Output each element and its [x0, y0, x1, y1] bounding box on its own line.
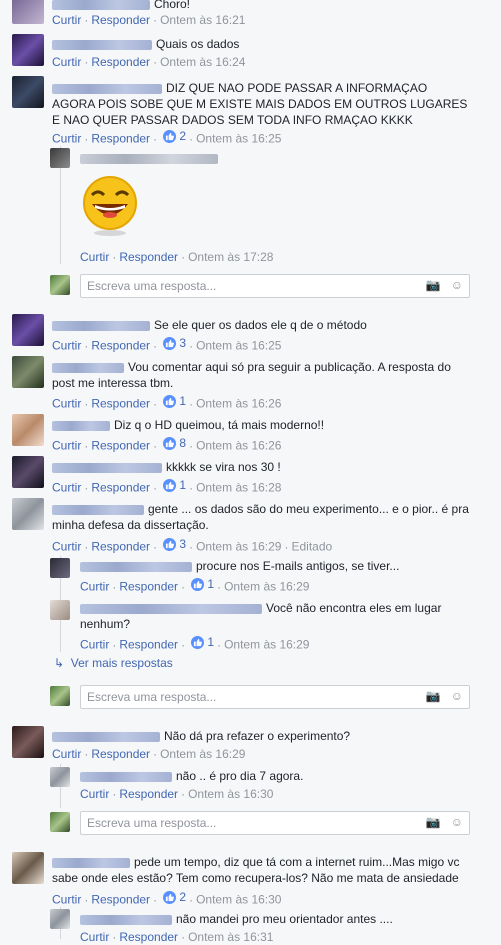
like-count[interactable]: 3: [163, 536, 186, 552]
avatar[interactable]: [50, 148, 70, 168]
like-count[interactable]: 3: [163, 335, 186, 351]
reply-button[interactable]: Responder: [119, 787, 179, 801]
comment-actions: Curtir · Responder · Ontem às 16:30: [80, 787, 274, 801]
reply-button[interactable]: Responder: [91, 55, 151, 69]
view-more-replies[interactable]: ↳ Ver mais respostas: [54, 656, 173, 670]
emoji-icon[interactable]: ☺: [450, 689, 463, 703]
reply-button[interactable]: Responder: [91, 438, 151, 453]
reply-author: [80, 150, 222, 166]
like-button[interactable]: Curtir: [52, 892, 82, 907]
comment-actions: Curtir · Responder · Ontem às 16:31: [80, 930, 274, 944]
timestamp[interactable]: Ontem às 16:26: [196, 396, 282, 411]
author-name[interactable]: [80, 915, 172, 925]
timestamp[interactable]: Ontem às 17:28: [188, 250, 274, 264]
timestamp[interactable]: Ontem às 16:29: [160, 747, 246, 761]
thumbs-up-icon: [191, 578, 204, 591]
like-button[interactable]: Curtir: [52, 438, 82, 453]
like-count[interactable]: 1: [163, 477, 186, 493]
timestamp[interactable]: Ontem às 16:31: [188, 930, 274, 944]
avatar[interactable]: [50, 909, 70, 929]
comment-text: Se ele quer os dados ele q de o método: [52, 317, 367, 333]
reply-button[interactable]: Responder: [119, 250, 179, 264]
comment-actions: Curtir · Responder · Ontem às 17:28: [80, 250, 274, 264]
reply-button[interactable]: Responder: [91, 13, 151, 27]
emoji-icon[interactable]: ☺: [450, 278, 463, 292]
reply-text: não mandei pro meu orientador antes ....: [80, 911, 393, 927]
reply-input[interactable]: [80, 811, 470, 835]
avatar[interactable]: [12, 0, 44, 24]
comment-actions: Curtir · Responder · 1 · Ontem às 16:28: [52, 478, 282, 495]
avatar[interactable]: [12, 852, 44, 884]
author-name[interactable]: [52, 84, 162, 94]
reply-placeholder: Escreva uma resposta...: [87, 690, 217, 704]
comment-actions: Curtir · Responder · Ontem às 16:24: [52, 55, 246, 69]
comment-text: kkkkk se vira nos 30 !: [52, 459, 281, 475]
reply-button[interactable]: Responder: [91, 480, 151, 495]
like-button[interactable]: Curtir: [52, 396, 82, 411]
reply-button[interactable]: Responder: [91, 338, 151, 353]
timestamp[interactable]: Ontem às 16:29: [224, 637, 310, 652]
author-name[interactable]: [52, 463, 162, 473]
like-count[interactable]: 2: [163, 128, 186, 144]
author-name[interactable]: [52, 363, 124, 373]
avatar[interactable]: [12, 498, 44, 530]
comment-text: Quais os dados: [52, 36, 239, 52]
reply-button[interactable]: Responder: [91, 539, 151, 554]
like-button[interactable]: Curtir: [52, 747, 82, 761]
reply-button[interactable]: Responder: [119, 930, 179, 944]
avatar[interactable]: [50, 812, 70, 832]
author-name[interactable]: [80, 154, 218, 164]
like-button[interactable]: Curtir: [80, 250, 110, 264]
like-count[interactable]: 2: [163, 889, 186, 905]
reply-button[interactable]: Responder: [91, 396, 151, 411]
like-button[interactable]: Curtir: [80, 930, 110, 944]
like-button[interactable]: Curtir: [52, 480, 82, 495]
comment-text: Não dá pra refazer o experimento?: [52, 728, 350, 744]
comment-text: gente ... os dados são do meu experimento... e o pior.. é pra minha defesa da dissertação.: [52, 502, 469, 532]
avatar[interactable]: [12, 356, 44, 388]
timestamp[interactable]: Ontem às 16:25: [196, 338, 282, 353]
author-name[interactable]: [52, 40, 152, 50]
avatar[interactable]: [12, 414, 44, 446]
comment-actions: Curtir · Responder · Ontem às 16:29: [52, 747, 246, 761]
like-button[interactable]: Curtir: [52, 338, 82, 353]
reply-placeholder: Escreva uma resposta...: [87, 279, 217, 293]
avatar[interactable]: [12, 76, 44, 108]
reply-text: não .. é pro dia 7 agora.: [80, 768, 303, 784]
like-button[interactable]: Curtir: [80, 787, 110, 801]
reply-text: procure nos E-mails antigos, se tiver...: [80, 558, 399, 574]
like-count[interactable]: 1: [191, 634, 214, 650]
comment-actions: Curtir · Responder · Ontem às 16:21: [52, 13, 246, 27]
reply-button[interactable]: Responder: [91, 747, 151, 761]
timestamp[interactable]: Ontem às 16:24: [160, 55, 246, 69]
comment-text: Vou comentar aqui só pra seguir a publicação. A resposta do post me interessa tbm.: [52, 360, 451, 390]
avatar[interactable]: [50, 558, 70, 578]
avatar[interactable]: [50, 686, 70, 706]
author-name[interactable]: [52, 421, 110, 431]
reply-button[interactable]: Responder: [91, 892, 151, 907]
comment-text: Choro!: [52, 0, 190, 12]
timestamp[interactable]: Ontem às 16:26: [196, 438, 282, 453]
edited-label[interactable]: Editado: [291, 539, 333, 554]
reply-placeholder: Escreva uma resposta...: [87, 816, 217, 830]
timestamp[interactable]: Ontem às 16:25: [196, 131, 282, 146]
comment-actions: Curtir · Responder · 3 · Ontem às 16:29 · Editado: [52, 537, 333, 554]
comment-text: DIZ QUE NAO PODE PASSAR A INFORMAÇAO AGORA POIS SOBE QUE M EXISTE MAIS DADOS EM OUTROS LUGARES E NAO QUER PASSAR DADOS SEM TODA INFO RMAÇAO KKKK: [52, 81, 468, 127]
reply-button[interactable]: Responder: [119, 579, 179, 594]
timestamp[interactable]: Ontem às 16:29: [196, 539, 282, 554]
avatar[interactable]: [12, 726, 44, 758]
author-name[interactable]: [52, 321, 150, 331]
reply-input[interactable]: [80, 274, 470, 298]
avatar[interactable]: [12, 314, 44, 346]
author-name[interactable]: [80, 772, 172, 782]
laughing-emoji-sticker: [80, 170, 140, 238]
thumbs-up-icon: [163, 437, 176, 450]
like-button[interactable]: Curtir: [80, 637, 110, 652]
like-button[interactable]: Curtir: [52, 13, 82, 27]
avatar[interactable]: [12, 456, 44, 488]
camera-icon[interactable]: 📷: [425, 278, 441, 292]
author-name[interactable]: [80, 562, 192, 572]
like-count[interactable]: 8: [163, 435, 186, 451]
like-count[interactable]: 1: [191, 576, 214, 592]
comment-text: pede um tempo, diz que tá com a internet ruim...Mas migo vc sabe onde eles estão? Tem como recupera-los? Não me mata de ansiedade: [52, 855, 460, 885]
thumbs-up-icon: [163, 538, 176, 551]
like-button[interactable]: Curtir: [80, 579, 110, 594]
comment-actions: Curtir · Responder · 1 · Ontem às 16:29: [80, 635, 310, 652]
avatar[interactable]: [12, 34, 44, 66]
thumbs-up-icon: [191, 636, 204, 649]
author-name[interactable]: [52, 505, 144, 515]
timestamp[interactable]: Ontem às 16:21: [160, 13, 246, 27]
reply-arrow-icon: ↳: [54, 656, 65, 670]
camera-icon[interactable]: 📷: [425, 689, 441, 703]
avatar[interactable]: [50, 767, 70, 787]
avatar[interactable]: [50, 600, 70, 620]
reply-input[interactable]: [80, 685, 470, 709]
thumbs-up-icon: [163, 395, 176, 408]
comment-actions: Curtir · Responder · 3 · Ontem às 16:25: [52, 336, 282, 353]
camera-icon[interactable]: 📷: [425, 815, 441, 829]
author-name[interactable]: [52, 732, 160, 742]
reply-button[interactable]: Responder: [119, 637, 179, 652]
comment-actions: Curtir · Responder · 1 · Ontem às 16:29: [80, 577, 310, 594]
timestamp[interactable]: Ontem às 16:30: [188, 787, 274, 801]
reply-button[interactable]: Responder: [91, 131, 151, 146]
comment-actions: Curtir · Responder · 1 · Ontem às 16:26: [52, 394, 282, 411]
like-button[interactable]: Curtir: [52, 131, 82, 146]
avatar[interactable]: [50, 275, 70, 295]
comment-actions: Curtir · Responder · 2 · Ontem às 16:30: [52, 890, 282, 907]
comment-actions: Curtir · Responder · 8 · Ontem às 16:26: [52, 436, 282, 453]
timestamp[interactable]: Ontem às 16:29: [224, 579, 310, 594]
emoji-icon[interactable]: ☺: [450, 815, 463, 829]
comment-text: Diz q o HD queimou, tá mais moderno!!: [52, 417, 324, 433]
thumbs-up-icon: [163, 130, 176, 143]
thumbs-up-icon: [163, 479, 176, 492]
thumbs-up-icon: [163, 337, 176, 350]
author-name[interactable]: [80, 604, 262, 614]
like-count[interactable]: 1: [163, 393, 186, 409]
like-button[interactable]: Curtir: [52, 55, 82, 69]
author-name[interactable]: [52, 0, 150, 10]
reply-text: Você não encontra eles em lugar nenhum?: [80, 601, 442, 631]
timestamp[interactable]: Ontem às 16:28: [196, 480, 282, 495]
comment-actions: Curtir · Responder · 2 · Ontem às 16:25: [52, 129, 282, 146]
thumbs-up-icon: [163, 891, 176, 904]
author-name[interactable]: [52, 858, 130, 868]
timestamp[interactable]: Ontem às 16:30: [196, 892, 282, 907]
like-button[interactable]: Curtir: [52, 539, 82, 554]
